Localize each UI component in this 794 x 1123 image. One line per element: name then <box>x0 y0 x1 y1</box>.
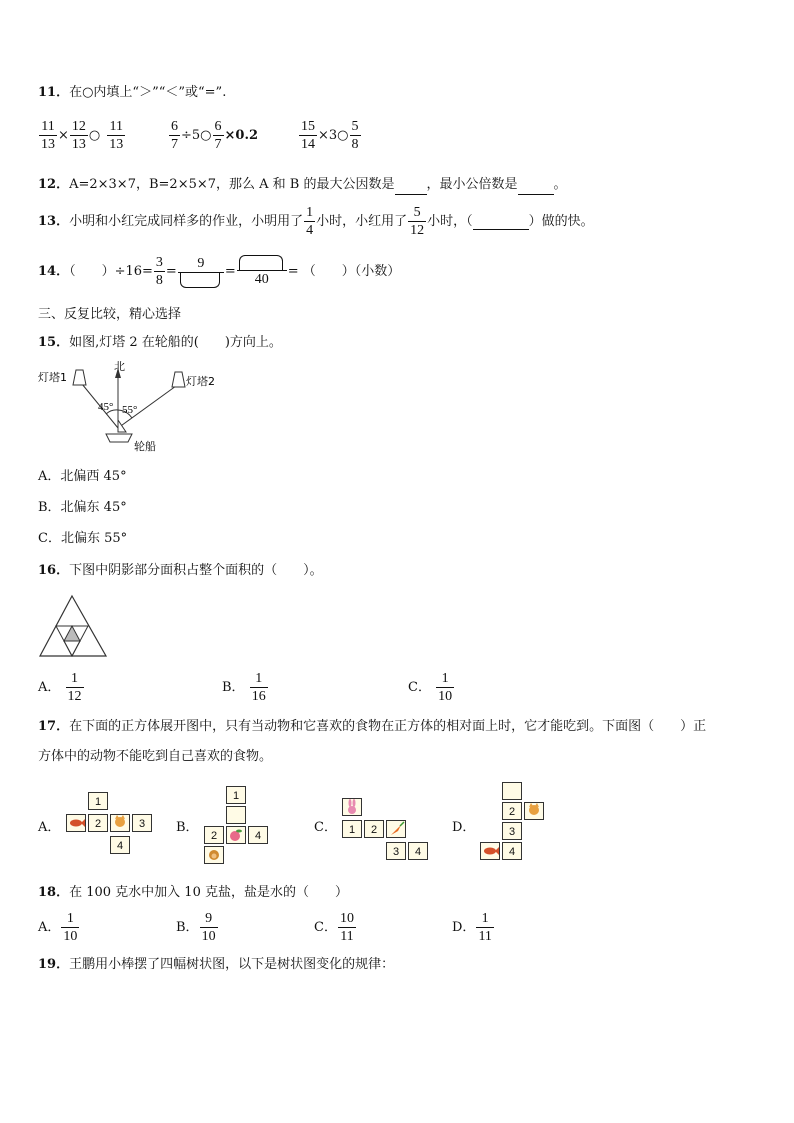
question-13 <box>38 204 594 239</box>
question-number: 16． <box>38 563 70 578</box>
question-text: （ ）÷16= <box>69 264 153 279</box>
q15-option-b[interactable]: B．北偏东 45° <box>38 500 127 515</box>
lighthouse-2-icon <box>172 372 185 387</box>
cat-animal-icon <box>524 802 544 820</box>
fraction: $\frac{6}{7}$ <box>171 119 178 152</box>
question-16 <box>38 562 323 580</box>
question-18 <box>38 884 348 902</box>
question-19 <box>38 956 394 974</box>
q18-option-b[interactable]: B． $\frac{9}{10}$ <box>176 911 216 944</box>
ship-icon <box>106 434 132 442</box>
ship-label: 轮船 <box>134 440 156 453</box>
question-text: 在○内填上“＞”“＜”或“=”. <box>69 85 227 100</box>
question-number: 15． <box>38 335 70 350</box>
tower-2-label: 灯塔2 <box>186 375 215 388</box>
question-number: 12． <box>38 177 70 192</box>
question-17 <box>38 718 706 736</box>
q17-option-b-label[interactable]: B． <box>176 820 199 835</box>
q11-expression-3: $\frac{15}{14}$ ×3○ $\frac{5}{8}$ <box>301 119 359 152</box>
question-text: 。 <box>553 177 567 192</box>
angle-2-label: 55° <box>122 404 138 416</box>
fraction: $\frac{5}{12}$ <box>410 205 425 238</box>
q17-option-a-net[interactable]: 1 2 3 4 <box>66 792 150 856</box>
fish-food-icon <box>480 842 500 860</box>
shaded-triangle-figure <box>38 594 110 658</box>
question-number: 11． <box>38 85 70 100</box>
tower-1-label: 灯塔1 <box>38 371 67 384</box>
fraction: $\frac{1}{4}$ <box>306 205 314 238</box>
fraction: $\frac{11}{13}$ <box>109 119 124 152</box>
q17-option-b-net[interactable]: 1 2 4 <box>204 786 268 870</box>
question-number: 17． <box>38 719 70 734</box>
question-number: 13． <box>38 214 70 229</box>
question-text: 王鹏用小棒摆了四幅树状图，以下是树状图变化的规律： <box>69 957 395 972</box>
answer-blank[interactable] <box>395 176 427 195</box>
question-text: 在下面的正方体展开图中，只有当动物和它喜欢的食物在正方体的相对面上时，它才能吃到。下面图（ ）正 <box>69 719 707 734</box>
north-label: 北 <box>114 360 125 373</box>
question-text: 小时，小红用了 <box>316 214 408 229</box>
q17-option-d-label[interactable]: D． <box>452 820 476 835</box>
question-text: 小明和小红完成同样多的作业，小明用了 <box>69 214 304 229</box>
q11-expression-2: $\frac{6}{7}$ ÷5○ $\frac{6}{7}$ ×0.2 <box>171 119 259 152</box>
fraction: $\frac{6}{7}$ <box>214 119 222 152</box>
lighthouse-1-icon <box>73 370 86 385</box>
question-number: 19． <box>38 957 70 972</box>
fraction: $\frac{15}{14}$ <box>301 119 315 152</box>
rabbit-animal-icon <box>342 798 362 816</box>
fraction: $\frac{3}{8}$ <box>155 255 163 288</box>
q18-option-a[interactable]: A． $\frac{1}{10}$ <box>38 911 78 944</box>
peach-food-icon <box>226 826 246 844</box>
question-text: 如图,灯塔 2 在轮船的( )方向上。 <box>69 335 282 350</box>
question-14: 14．（ ）÷16= $\frac{3}{8}$ = 9 = 40 = （ ）（小数） <box>38 255 401 288</box>
fraction: $\frac{5}{8}$ <box>351 119 359 152</box>
q18-option-c[interactable]: C． $\frac{10}{11}$ <box>314 911 354 944</box>
q11-expression-1: $\frac{11}{13}$ × $\frac{12}{13}$ ○ $\frac{11}{13}$ <box>41 119 124 152</box>
question-text: = （ ）（小数） <box>287 264 401 279</box>
fish-food-icon <box>66 814 86 832</box>
q16-option-c[interactable]: C． $\frac{1}{10}$ <box>408 671 453 704</box>
q16-option-a[interactable]: A． $\frac{1}{12}$ <box>38 671 82 704</box>
carrot-food-icon <box>386 820 406 838</box>
q17-option-a-label[interactable]: A． <box>38 820 61 835</box>
section-heading: 三、反复比较，精心选择 <box>38 307 182 322</box>
question-text: ，最小公倍数是 <box>426 177 518 192</box>
fraction: 9 <box>178 255 224 288</box>
angle-1-label: 45° <box>98 401 114 413</box>
question-12 <box>38 176 567 195</box>
question-15 <box>38 334 282 352</box>
cat-animal-icon <box>110 814 130 832</box>
fraction: $\frac{12}{13}$ <box>71 119 86 152</box>
answer-blank[interactable] <box>473 214 529 230</box>
q18-option-d[interactable]: D． $\frac{1}{11}$ <box>452 911 492 944</box>
answer-blank[interactable] <box>518 176 554 195</box>
fraction: 40 <box>237 255 287 288</box>
question-number: 18． <box>38 885 70 900</box>
question-text: 小时，（ <box>427 214 473 229</box>
question-17-line-2: 方体中的动物不能吃到自己喜欢的食物。 <box>38 749 273 764</box>
q17-option-c-net[interactable]: 1 2 3 4 <box>342 798 432 862</box>
question-text: ）做的快。 <box>528 214 594 229</box>
question-number: 14． <box>38 264 70 279</box>
q16-option-b[interactable]: B． $\frac{1}{16}$ <box>222 671 266 704</box>
monkey-animal-icon <box>204 846 224 864</box>
answer-blank[interactable] <box>239 255 283 270</box>
q17-option-d-net[interactable]: 2 3 4 <box>480 782 546 866</box>
q15-option-a[interactable]: A．北偏西 45° <box>38 469 127 484</box>
question-text: 在 100 克水中加入 10 克盐，盐是水的（ ） <box>69 885 348 900</box>
ship-sail-icon <box>118 420 126 432</box>
answer-blank[interactable] <box>180 273 220 288</box>
q15-option-c[interactable]: C．北偏东 55° <box>38 531 128 546</box>
question-11 <box>38 84 226 102</box>
question-text: A=2×3×7，B=2×5×7，那么 A 和 B 的最大公因数是 <box>69 177 395 192</box>
lighthouse-direction-diagram <box>36 358 236 458</box>
fraction: $\frac{11}{13}$ <box>41 119 55 152</box>
question-text: 下图中阴影部分面积占整个面积的（ ）。 <box>69 563 323 578</box>
q17-option-c-label[interactable]: C． <box>314 820 337 835</box>
